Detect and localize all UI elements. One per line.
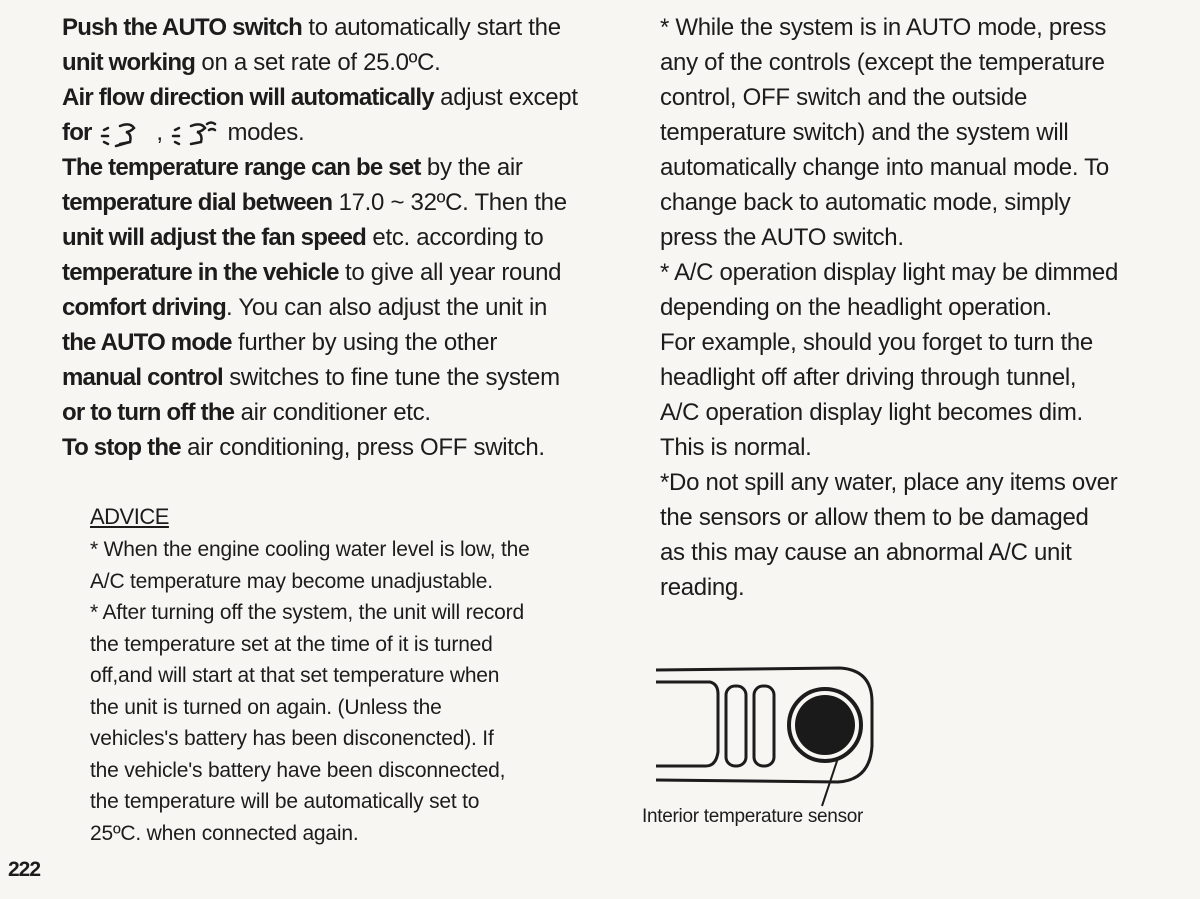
text-line: depending on the headlight operation. xyxy=(660,294,1052,321)
text-line: This is normal. xyxy=(660,434,812,461)
sensor-panel-inner-line xyxy=(656,682,718,766)
advice-line: 25ºC. when connected again. xyxy=(90,821,359,845)
text-line: as this may cause an abnormal A/C unit xyxy=(660,539,1072,566)
advice-line: vehicles's battery has been disconencted). If xyxy=(90,727,494,750)
text-line: Push the AUTO switch to automatically start the xyxy=(62,14,561,41)
text-line: control, OFF switch and the outside xyxy=(660,84,1028,111)
text-line: unit working on a set rate of 25.0ºC. xyxy=(62,49,441,76)
foot-mode-icon xyxy=(98,118,150,150)
text-line: change back to automatic mode, simply xyxy=(660,189,1071,216)
advice-line: the temperature set at the time of it is turned xyxy=(90,632,493,656)
advice-heading: ADVICE xyxy=(90,504,169,529)
text-line: the sensors or allow them to be damaged xyxy=(660,504,1089,531)
advice-line: * After turning off the system, the unit will record xyxy=(90,601,524,624)
text-line: A/C operation display light becomes dim. xyxy=(660,399,1083,426)
advice-line: the temperature will be automatically set to xyxy=(90,790,480,813)
text-line: * While the system is in AUTO mode, press xyxy=(660,14,1107,41)
sensor-dome xyxy=(795,695,855,755)
text-line: * A/C operation display light may be dimmed xyxy=(660,259,1119,286)
text-line: for , modes. xyxy=(62,115,642,150)
text-line: headlight off after driving through tunnel, xyxy=(660,364,1077,391)
text-line: Air flow direction will automatically adjust except xyxy=(62,84,578,111)
text-line: comfort driving. You can also adjust the unit in xyxy=(62,294,548,321)
text-line: temperature dial between 17.0 ~ 32ºC. Then the xyxy=(62,189,567,216)
panel-slot-2 xyxy=(754,686,774,766)
text-line: To stop the air conditioning, press OFF switch. xyxy=(62,434,545,461)
text-line: The temperature range can be set by the air xyxy=(62,154,523,181)
text-line: any of the controls (except the temperature xyxy=(660,49,1105,76)
text-line: automatically change into manual mode. To xyxy=(660,154,1109,181)
advice-line: * When the engine cooling water level is low, the xyxy=(90,538,530,561)
page-number: 222 xyxy=(8,858,41,881)
advice-section xyxy=(90,500,650,849)
text-line: manual control switches to fine tune the system xyxy=(62,364,560,391)
text-line: press the AUTO switch. xyxy=(660,224,904,251)
text-line: *Do not spill any water, place any items over xyxy=(660,469,1118,496)
text-line: the AUTO mode further by using the other xyxy=(62,329,498,356)
advice-line: A/C temperature may become unadjustable. xyxy=(90,569,493,593)
text-line: For example, should you forget to turn the xyxy=(660,329,1093,356)
foot-defrost-mode-icon xyxy=(169,118,221,150)
text-line: temperature switch) and the system will xyxy=(660,119,1069,146)
text-line: temperature in the vehicle to give all year round xyxy=(62,259,562,286)
left-column xyxy=(62,10,642,465)
advice-line: the vehicle's battery have been disconnected, xyxy=(90,758,506,782)
figure-caption: Interior temperature sensor xyxy=(642,806,864,827)
text-line: reading. xyxy=(660,574,745,601)
interior-temperature-sensor-illustration xyxy=(650,662,940,812)
panel-slot-1 xyxy=(726,686,746,766)
text-line: unit will adjust the fan speed etc. according to xyxy=(62,224,544,251)
right-column xyxy=(660,10,1190,605)
text-line: or to turn off the air conditioner etc. xyxy=(62,399,431,426)
advice-line: the unit is turned on again. (Unless the xyxy=(90,695,442,719)
advice-line: off,and will start at that set temperature when xyxy=(90,664,500,687)
